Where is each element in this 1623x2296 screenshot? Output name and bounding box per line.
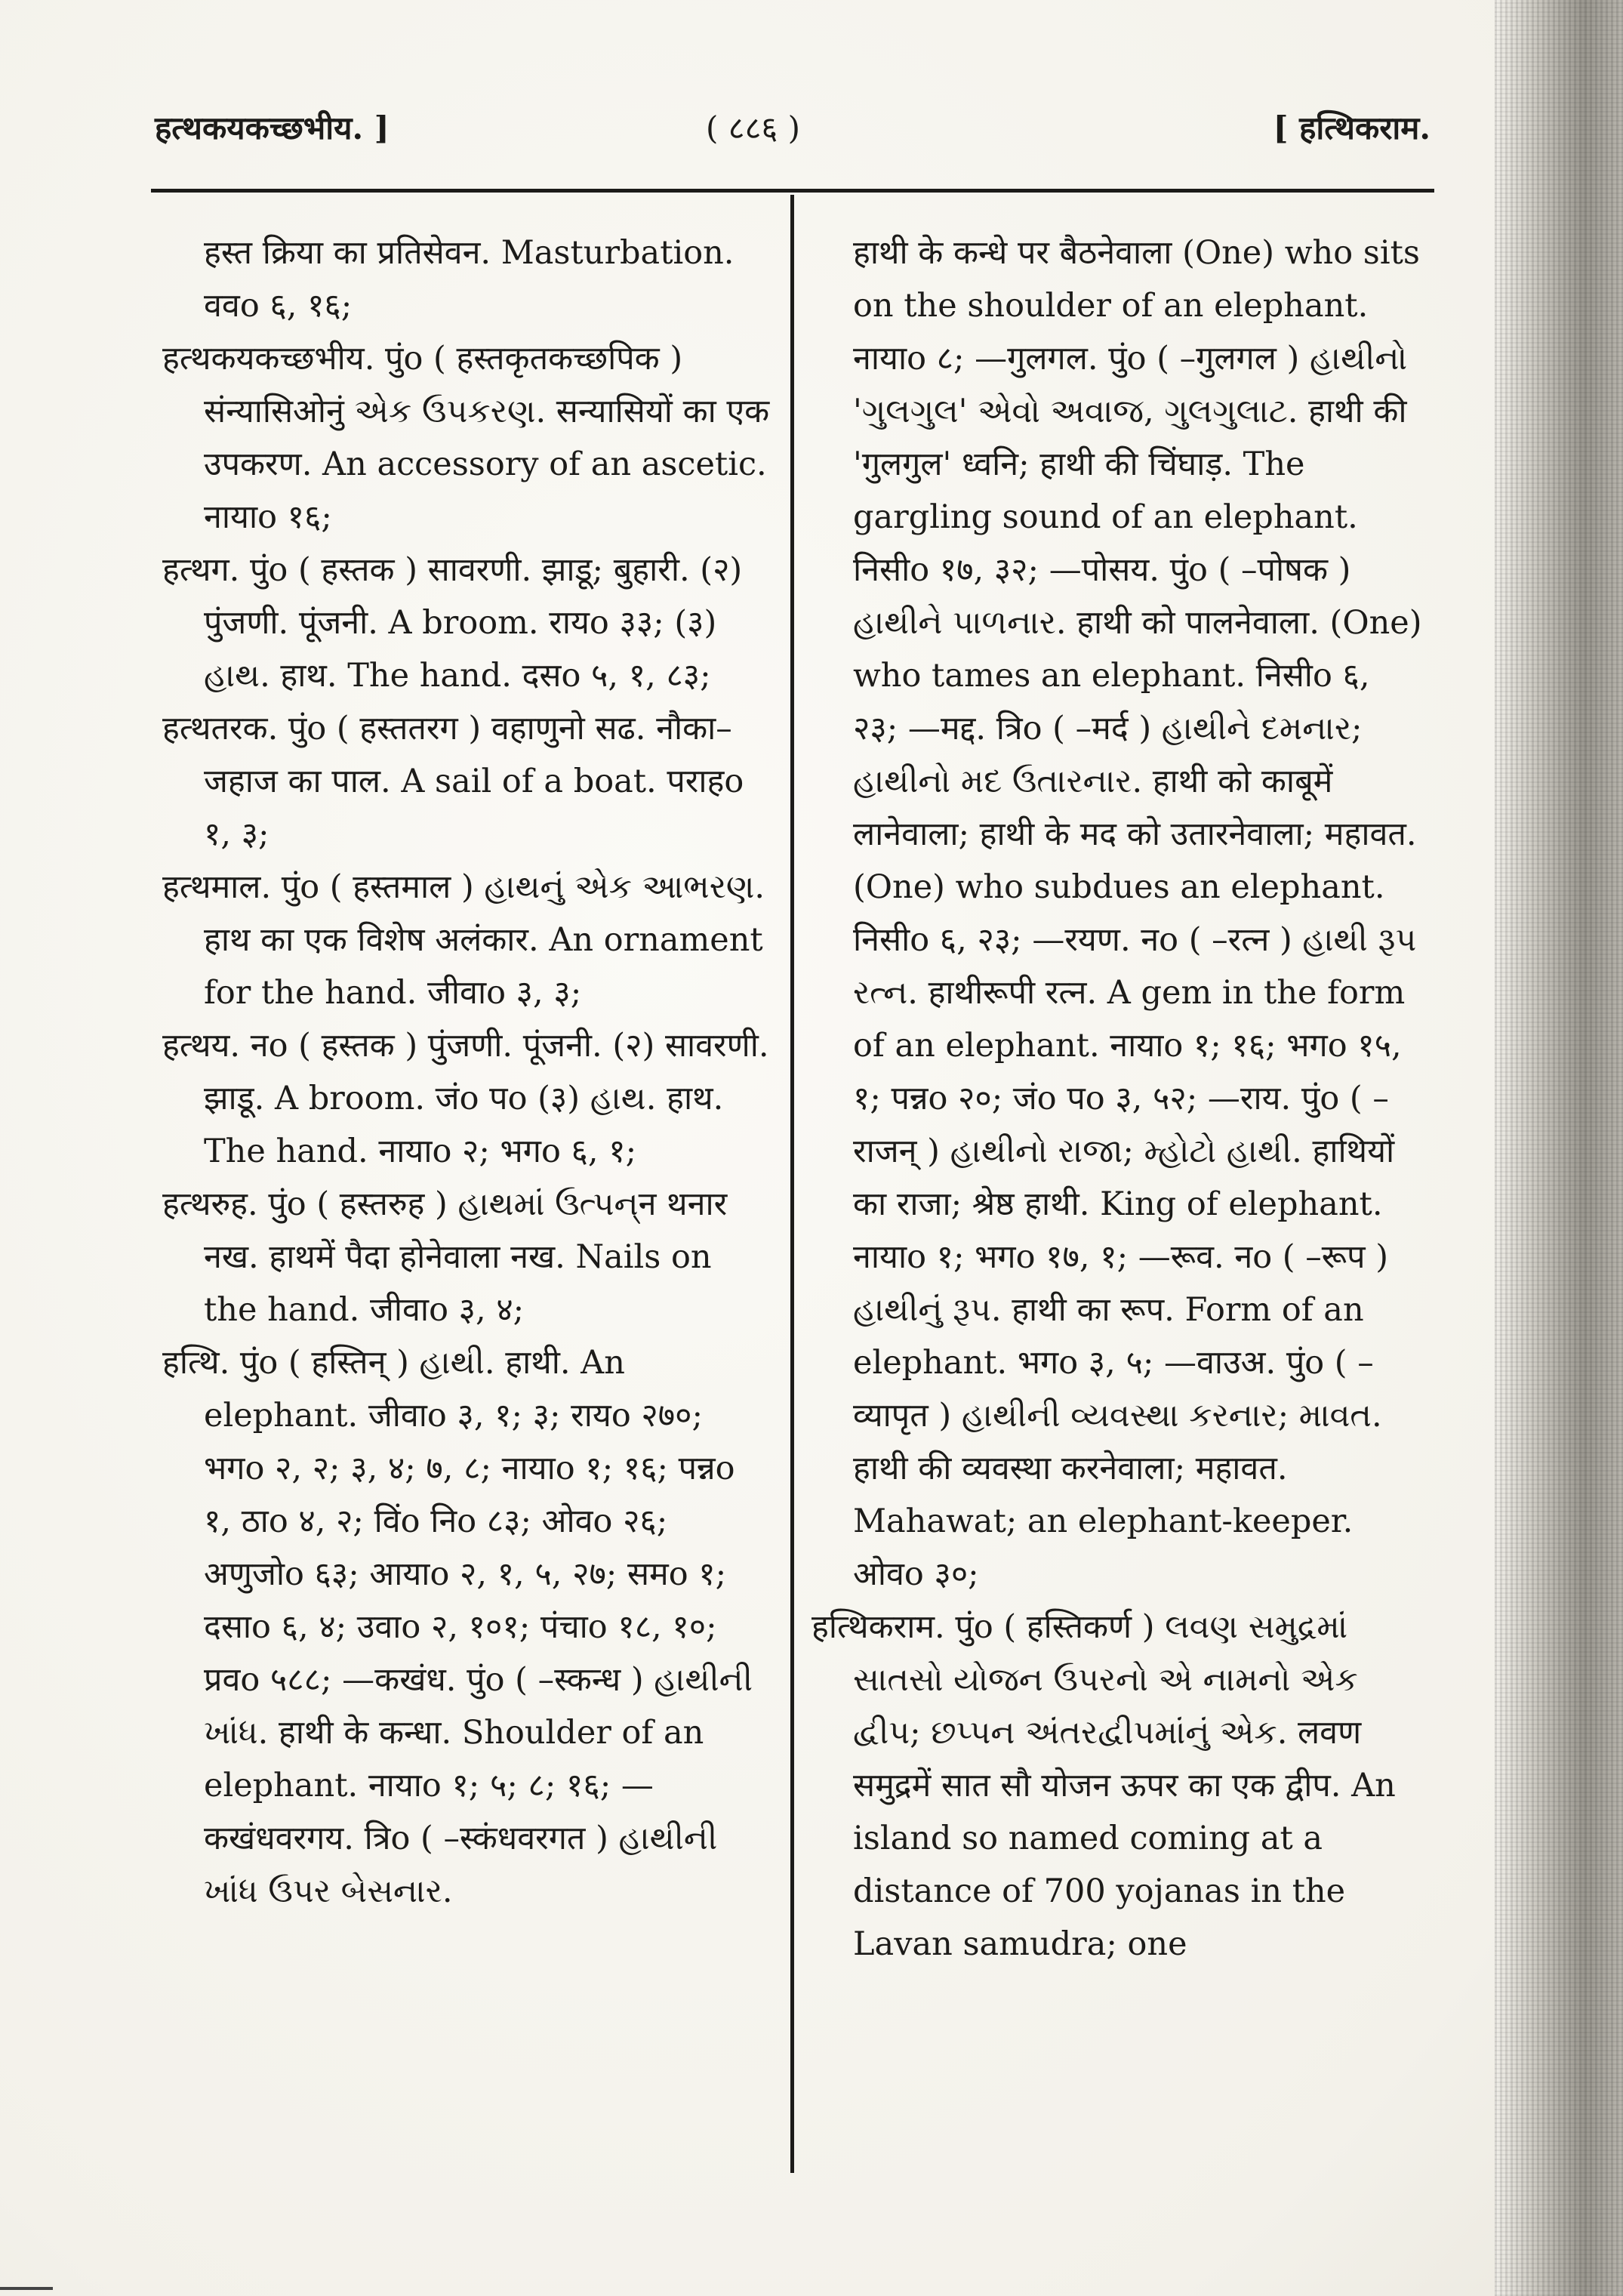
entry: हत्थमाल. पुंo ( हस्तमाल ) હાથનું એક આભરણ. हाथ का एक विशेष अलंकार. An ornament for the hand. जीवाo ३, ३; xyxy=(162,868,765,1012)
left-column xyxy=(162,227,770,1918)
entry: हत्थिकराम. पुंo ( हस्तिकर्ण ) લવણ સમુદ્રમાં સાતસો યોજન ઉપરનો એ નામનો એક દ્વીપ; છપ્પન અંતરદ્વીપમાંનું એક. लवण समुद्रमें सात सौ योजन ऊपर का एक द्वीप. An island so named coming at a distance of 700 yojanas in the Lavan samudra; one xyxy=(812,1608,1396,1963)
scan-edge-shadow xyxy=(1495,0,1623,2296)
entry: हत्थतरक. पुंo ( हस्ततरग ) वहाणुनो सढ. नौका–जहाज का पाल. A sail of a boat. पराहo १, ३; xyxy=(162,710,744,853)
entry: हत्थग. पुंo ( हस्तक ) सावरणी. झाडू; बुहारी. (२) पुंजणी. पूंजनी. A broom. रायo ३३; (३) હાથ. हाथ. The hand. दसo ५, १, ८३; xyxy=(162,551,743,695)
right-column xyxy=(812,227,1423,1971)
entry: हाथी के कन्धे पर बैठनेवाला (One) who sits on the shoulder of an elephant. नायाo ८; —गुलगल. पुंo ( –गुलगल ) હાથીનો 'ગુલગુલ' એવો અવાજ, ગુલગુલાટ. हाथी की 'गुलगुल' ध्वनि; हाथी की चिंघाड़. The gargling sound of an elephant. निसीo १७, ३२; —पोसय. पुंo ( –पोषक ) હાથીને પાળનાર. हाथी को पालनेवाला. (One) who tames an elephant. निसीo ६, २३; —मद्द. त्रिo ( –मर्द ) હાથીને દમનાર; હાથીનો મદ ઉતારનાર. हाथी को काबूमें लानेवाला; हाथी के मद को उतारनेवाला; महावत. (One) who subdues an elephant. निसीo ६, २३; —रयण. नo ( –रत्न ) હાથી રૂપ રત્ન. हाथीरूपी रत्न. A gem in the form of an elephant. नायाo १; १६; भगo १५, १; पन्नo २०; जंo पo ३, ५२; —राय. पुंo ( –राजन् ) હાથીનો રાજા; મ્હોટો હાથી. हाथियों का राजा; श्रेष्ठ हाथी. King of elephant. नायाo १; भगo १७, १; —रूव. नo ( –रूप ) હાથીનું રૂપ. हाथी का रूप. Form of an elephant. भगo ३, ५; —वाउअ. पुंo ( –व्यापृत ) હાથીની વ્યવસ્થા કરનાર; માવત. हाथी की व्यवस्था करनेवाला; महावत. Mahawat; an elephant-keeper. ओवo ३०; xyxy=(853,234,1422,1593)
header-first-word: हत्थकयकच्छभीय. ] xyxy=(155,109,390,146)
page-number: ( ८८६ ) xyxy=(706,109,800,146)
header-rule xyxy=(151,189,1434,193)
page-header xyxy=(155,106,1431,166)
entry: हत्थरुह. पुंo ( हस्तरुह ) હાથમાં ઉત્પન્न थनार नख. हाथमें पैदा होनेवाला नख. Nails on the hand. जीवाo ३, ४; xyxy=(162,1185,728,1329)
entry: हत्थकयकच्छभीय. पुंo ( हस्तकृतकच्छपिक ) संन्यासिओनुं એક ઉપકરણ. सन्यासियों का एक उपकरण. An accessory of an ascetic. नायाo १६; xyxy=(162,340,770,536)
scan-mark xyxy=(0,2287,53,2290)
header-last-word: [ हत्थिकराम. xyxy=(1273,109,1431,146)
entry: हस्त क्रिया का प्रतिसेवन. Masturbation. ववo ६, १६; xyxy=(204,234,735,325)
entry: हत्थय. नo ( हस्तक ) पुंजणी. पूंजनी. (२) सावरणी. झाडू. A broom. जंo पo (३) હાથ. हाथ. The hand. नायाo २; भगo ६, १; xyxy=(162,1027,769,1170)
column-divider xyxy=(790,195,794,2173)
entry: हत्थि. पुंo ( हस्तिन् ) હાથી. हाथी. An elephant. जीवाo ३, १; ३; रायo २७०; भगo २, २; ३, ४; ७, ८; नायाo १; १६; पन्नo १, ठाo ४, २; विंo निo ८३; ओवo २६; अणुजोo ६३; आयाo २, १, ५, २७; समo १; दसाo ६, ४; उवाo २, १०१; पंचाo १८, १०; प्रवo ५८८; —कखंध. पुंo ( –स्कन्ध ) હાથીની ખાંધ. हाथी के कन्धा. Shoulder of an elephant. नायाo १; ५; ८; १६; —कखंधवरगय. त्रिo ( –स्कंधवरगत ) હાથીની ખાંધ ઉપર બેસનાર. xyxy=(162,1344,753,1910)
